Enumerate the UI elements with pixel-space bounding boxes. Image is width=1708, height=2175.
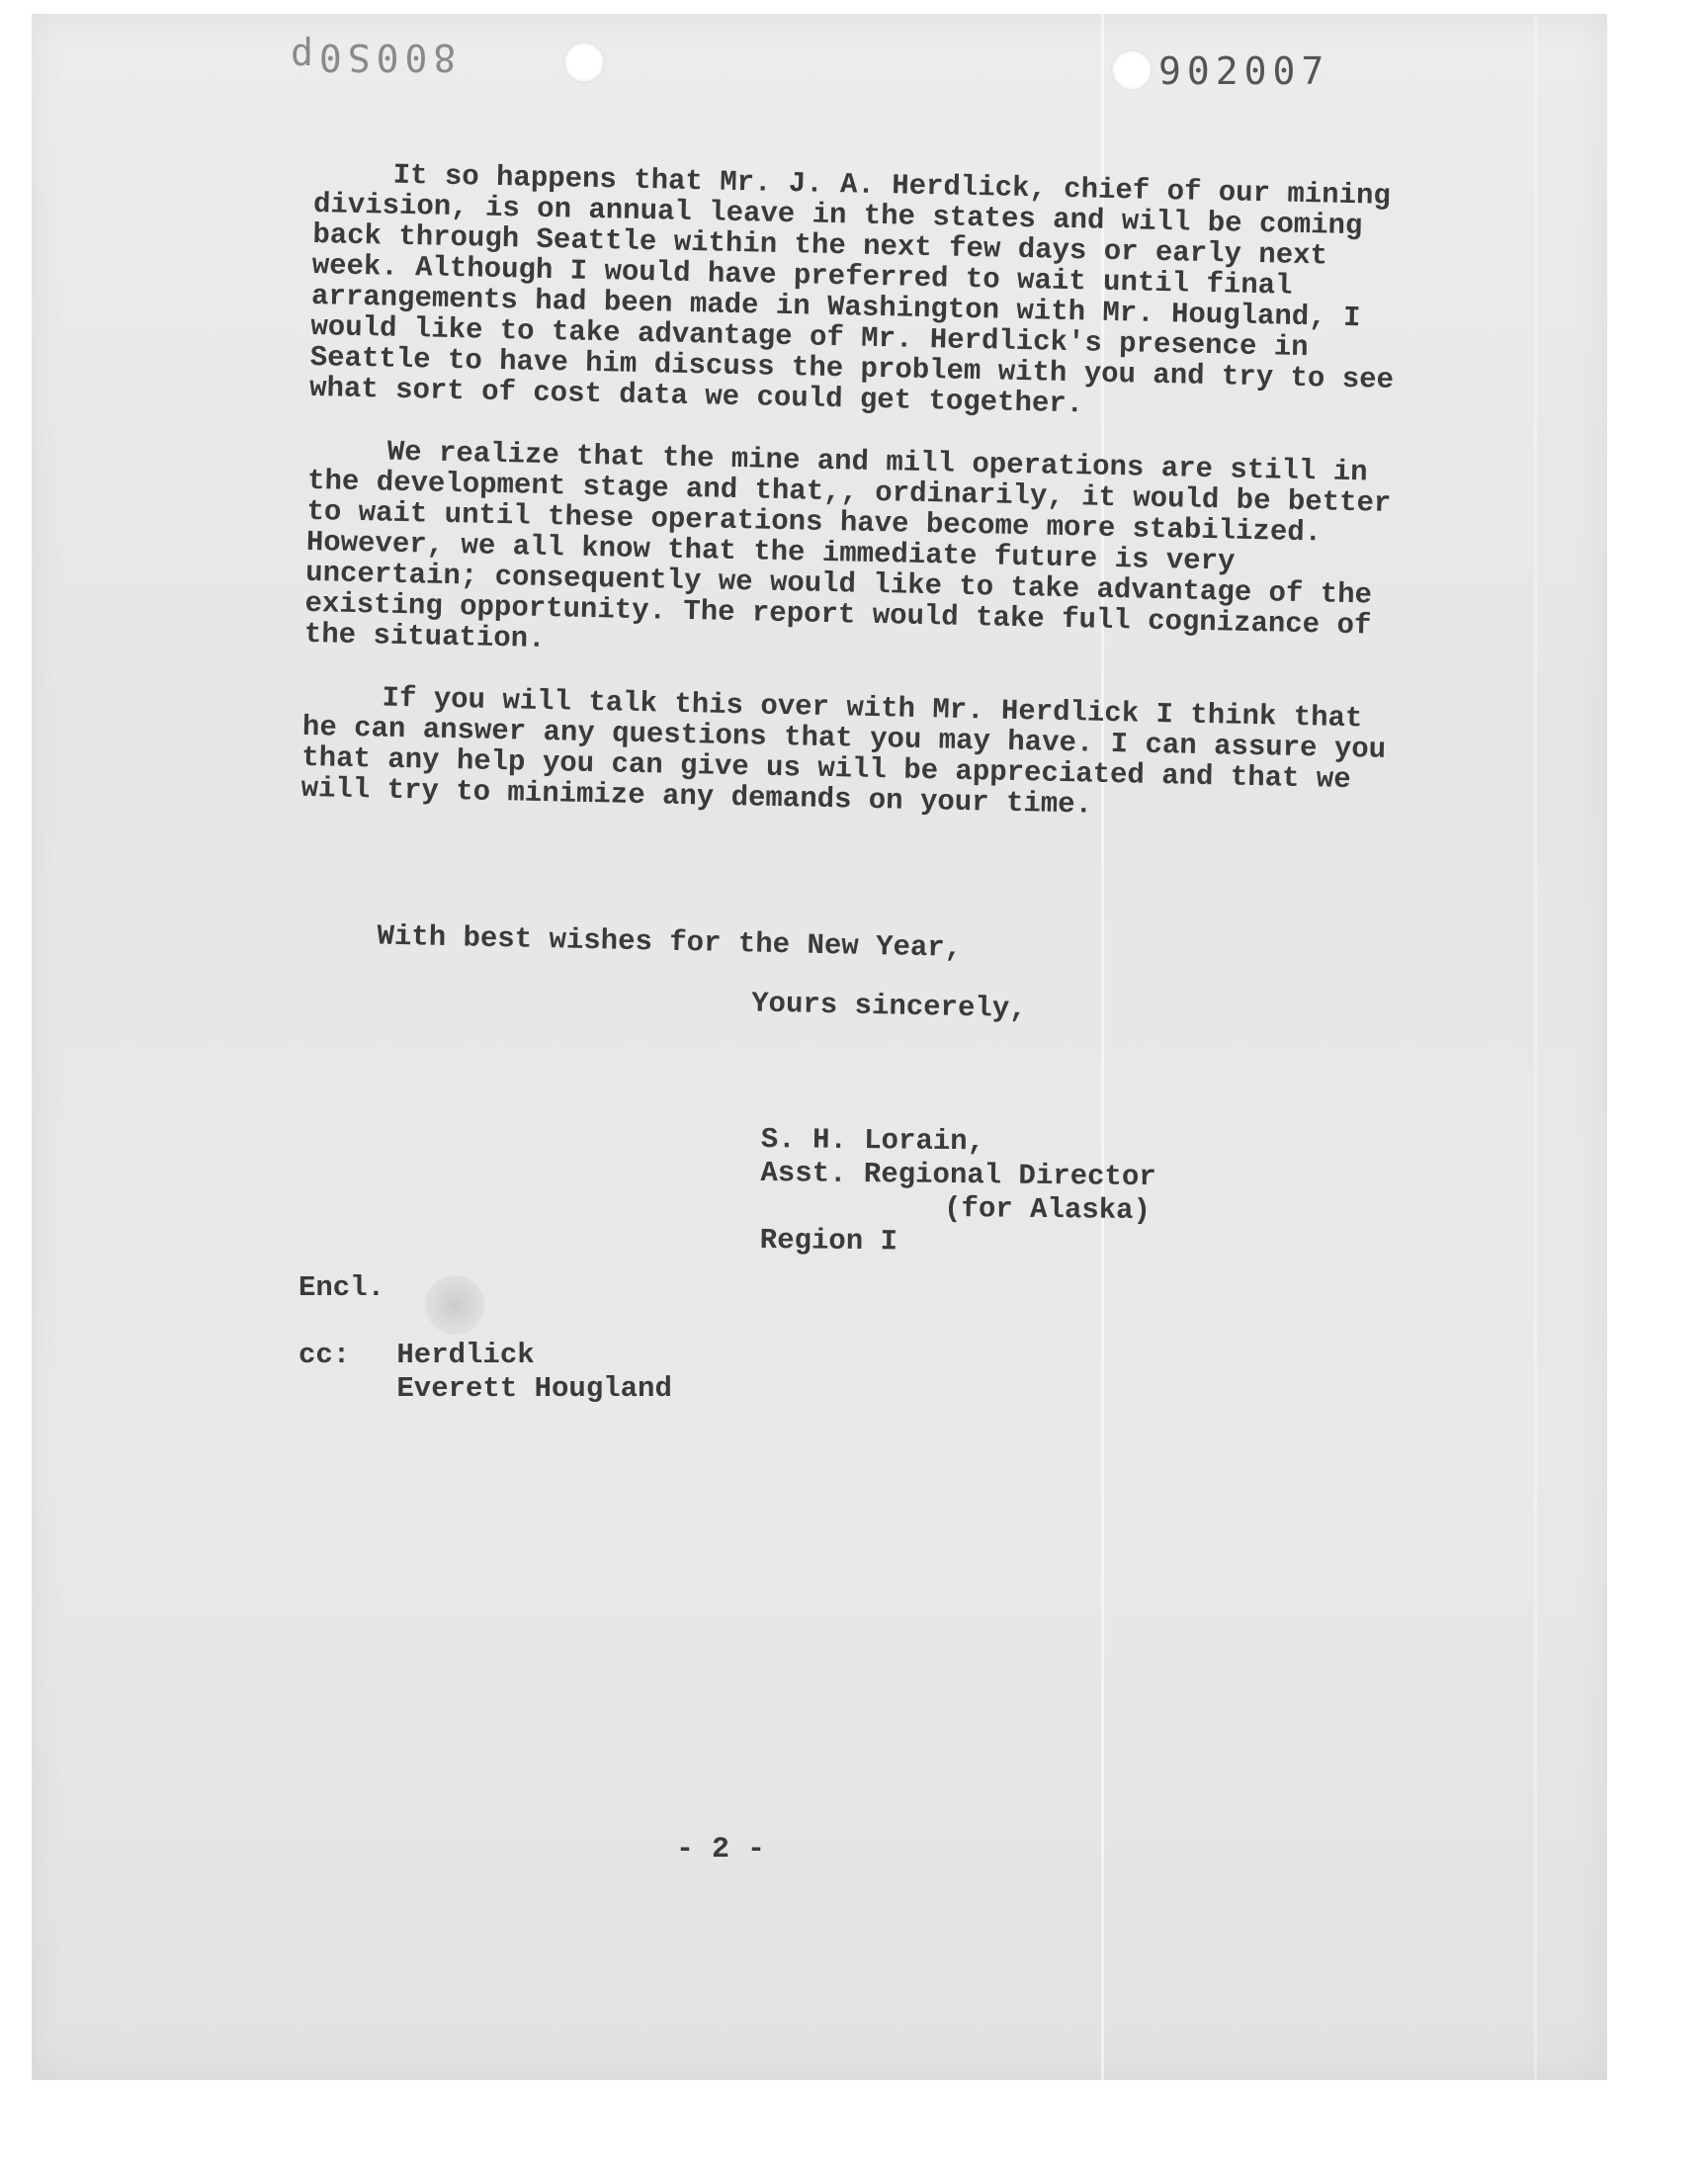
enclosure-note: Encl.: [299, 1271, 385, 1304]
archive-stamp-number: 902007: [1158, 49, 1330, 93]
punch-hole: [563, 42, 605, 83]
paragraph-2: We realize that the mine and mill operations are still in the development stage and that,, ordinarily, it would be better to wait until these operations have become more stabilized. However, we all know that the immediate future is very uncertain; consequently we would like to take advantage of the existing opportunity. The report would take full cognizance of the situation.: [303, 435, 1409, 655]
cc-recipient: Everett Hougland: [396, 1372, 672, 1405]
paragraph-1: It so happens that Mr. J. A. Herdlick, chief of our mining division, is on annual leave in the states and will be coming back through Seattle within the next few days or early next week. Although I would have preferred to wait until final arrangements had been made in Washington with Mr. Hougland, I would like to take advantage of Mr. Herdlick's presence in Seattle to have him discuss the problem with you and try to see what sort of cost data we could get together.: [308, 158, 1411, 421]
paragraph-3: If you will talk this over with Mr. Herdlick I think that he can answer any questions that you may have. I can assure you that any help you can give us will be appreciated and that we will try to minimize any demands on your time.: [300, 681, 1404, 822]
closing-greeting: With best wishes for the New Year,: [377, 919, 963, 965]
ink-smudge: [425, 1275, 484, 1335]
cc-block: [299, 1339, 672, 1406]
letter-body: [300, 158, 1411, 1026]
cc-label: cc:: [299, 1339, 351, 1371]
cc-recipient: Herdlick: [396, 1339, 535, 1371]
signer-title-note: (for Alaska): [943, 1191, 1152, 1228]
page-number: - 2 -: [676, 1833, 766, 1867]
signer-title: Asst. Regional Director: [760, 1156, 1156, 1194]
archive-stamp-mirrored: 800S0p: [285, 36, 457, 79]
signer-name: S. H. Lorain,: [760, 1123, 985, 1159]
cc-recipients: [396, 1339, 671, 1406]
punch-hole: [1111, 49, 1153, 91]
valediction: Yours sincerely,: [750, 987, 1027, 1026]
page-fold-line: [1534, 14, 1537, 2080]
signer-region: Region I: [759, 1223, 898, 1259]
signature-block: [760, 1123, 1157, 1262]
